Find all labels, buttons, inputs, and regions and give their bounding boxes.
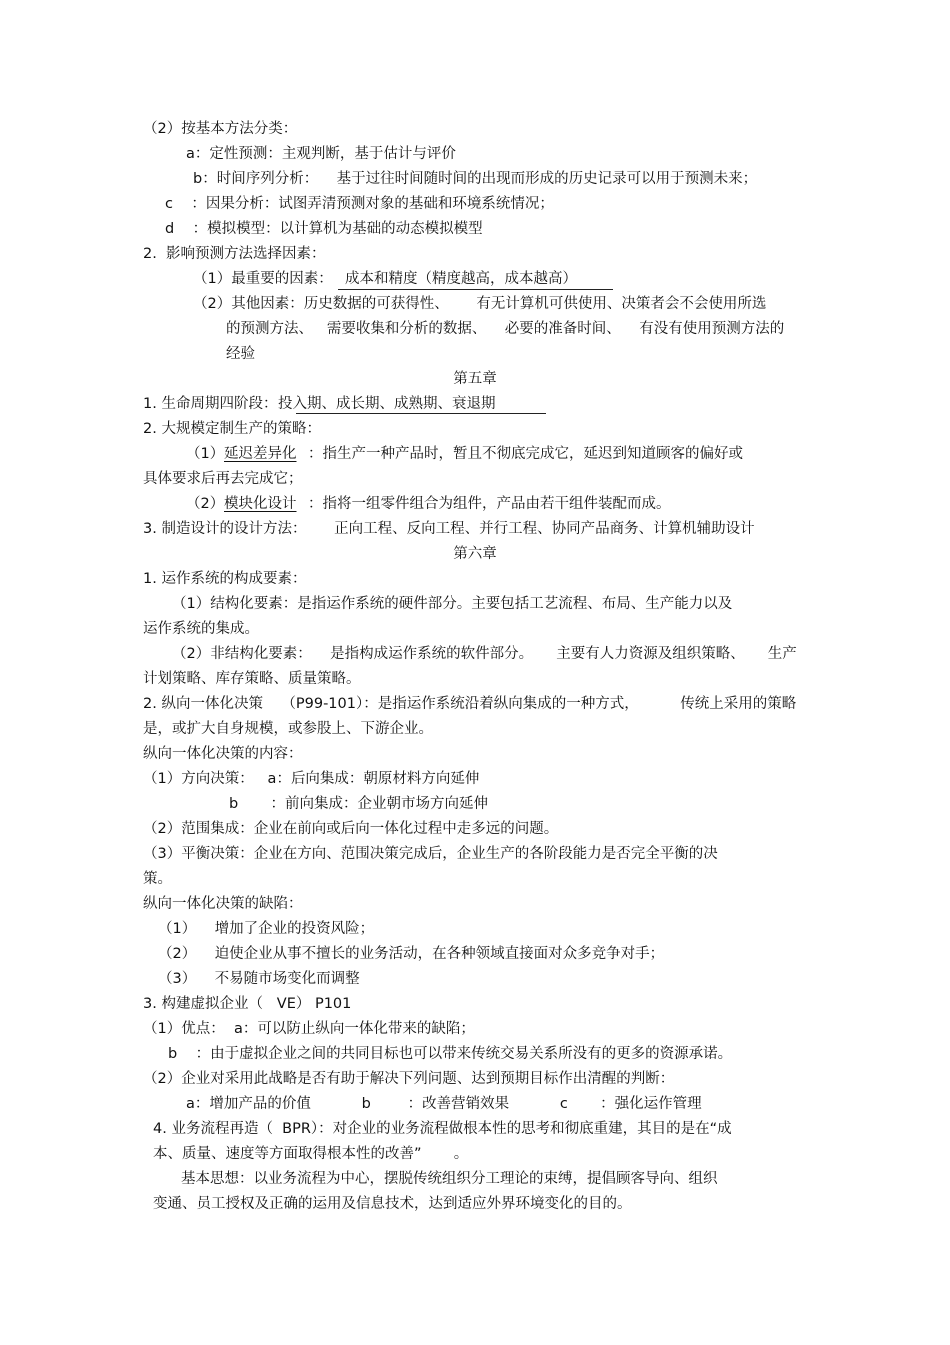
text-line: （3）平衡决策：企业在方向、范围决策完成后，企业生产的各阶段能力是否完全平衡的决	[143, 846, 718, 862]
text-line: 策。	[143, 871, 172, 887]
text-line: （2）范围集成：企业在前向或后向一体化过程中走多远的问题。	[143, 821, 559, 837]
text-line: （3） 不易随市场变化而调整	[158, 971, 360, 987]
text-line: 4. 业务流程再造（ BPR）：对企业的业务流程做根本性的思考和彻底重建，其目的是在“成	[153, 1121, 732, 1137]
text-line: （2）按基本方法分类：	[143, 121, 298, 137]
text-line: 2. 影响预测方法选择因素：	[143, 246, 326, 262]
text-line: 本、质量、速度等方面取得根本性的改善” 。	[153, 1146, 469, 1162]
underline-rule	[338, 289, 613, 290]
text-line: （1）最重要的因素：	[193, 271, 333, 287]
text-line: 是，或扩大自身规模，或参股上、下游企业。	[143, 721, 433, 737]
text-line-emphasis: 投入期、成长期、成熟期、衰退期	[278, 396, 496, 412]
text-line: 1. 生命周期四阶段：	[143, 396, 278, 412]
text-line: 3. 构建虚拟企业（ VE） P101	[143, 996, 352, 1012]
text-line: （1）	[186, 446, 225, 462]
text-line: 2. 纵向一体化决策 （P99-101）：是指运作系统沿着纵向集成的一种方式， 传统上采用的策略	[143, 696, 797, 712]
text-line: 基本思想：以业务流程为中心，摆脱传统组织分工理论的束缚，提倡顾客导向、组织	[181, 1171, 718, 1187]
text-line: （1）结构化要素：是指运作系统的硬件部分。主要包括工艺流程、布局、生产能力以及	[172, 596, 733, 612]
text-line: （2）企业对采用此战略是否有助于解决下列问题、达到预期目标作出清醒的判断：	[143, 1071, 675, 1087]
text-line: （1）优点： a：可以防止纵向一体化带来的缺陷；	[143, 1021, 475, 1037]
text-line: 计划策略、库存策略、质量策略。	[143, 671, 361, 687]
text-line: （1） 增加了企业的投资风险；	[158, 921, 375, 937]
text-line-emphasis: 成本和精度（精度越高，成本越高）	[345, 271, 577, 287]
text-line: 变通、员工授权及正确的运用及信息技术，达到适应外界环境变化的目的。	[153, 1196, 632, 1212]
text-line: 3. 制造设计的设计方法： 正向工程、反向工程、并行工程、协同产品商务、计算机辅助设计	[143, 521, 755, 537]
text-line: （2）	[186, 496, 225, 512]
underlined-term: 延迟差异化	[224, 446, 297, 462]
text-line: 1. 运作系统的构成要素：	[143, 571, 307, 587]
text-line: （2） 迫使企业从事不擅长的业务活动，在各种领域直接面对众多竞争对手；	[158, 946, 665, 962]
text-line: 运作系统的集成。	[143, 621, 259, 637]
text-line: （1）方向决策： a：后向集成：朝原材料方向延伸	[143, 771, 480, 787]
text-line: 的预测方法、 需要收集和分析的数据、 必要的准备时间、 有没有使用预测方法的	[226, 321, 785, 337]
text-line: c ：因果分析：试图弄清预测对象的基础和环境系统情况；	[165, 196, 554, 212]
text-line: d ：模拟模型：以计算机为基础的动态模拟模型	[165, 221, 483, 237]
text-line: b：时间序列分析： 基于过往时间随时间的出现而形成的历史记录可以用于预测未来；	[193, 171, 758, 187]
underline-rule	[296, 413, 546, 414]
text-line: 2. 大规模定制生产的策略：	[143, 421, 321, 437]
text-line: b ：前向集成：企业朝市场方向延伸	[229, 796, 488, 812]
text-line: b ：由于虚拟企业之间的共同目标也可以带来传统交易关系所没有的更多的资源承诺。	[168, 1046, 733, 1062]
chapter-heading: 第五章	[453, 371, 497, 387]
text-line: （2）其他因素：历史数据的可获得性、 有无计算机可供使用、决策者会不会使用所选	[193, 296, 767, 312]
underlined-term: 模块化设计	[224, 496, 297, 512]
text-line: a：定性预测：主观判断，基于估计与评价	[186, 146, 456, 162]
text-line: 纵向一体化决策的内容：	[143, 746, 303, 762]
chapter-heading: 第六章	[453, 546, 497, 562]
text-line: 经验	[226, 346, 255, 362]
text-line: ：指将一组零件组合为组件，产品由若干组件装配而成。	[308, 496, 671, 512]
text-line: 具体要求后再去完成它；	[143, 471, 303, 487]
text-line: （2）非结构化要素： 是指构成运作系统的软件部分。 主要有人力资源及组织策略、 生产	[172, 646, 797, 662]
text-line: a：增加产品的价值 b ：改善营销效果 c ：强化运作管理	[186, 1096, 702, 1112]
text-line: 纵向一体化决策的缺陷：	[143, 896, 303, 912]
text-line: ：指生产一种产品时，暂且不彻底完成它，延迟到知道顾客的偏好或	[308, 446, 743, 462]
